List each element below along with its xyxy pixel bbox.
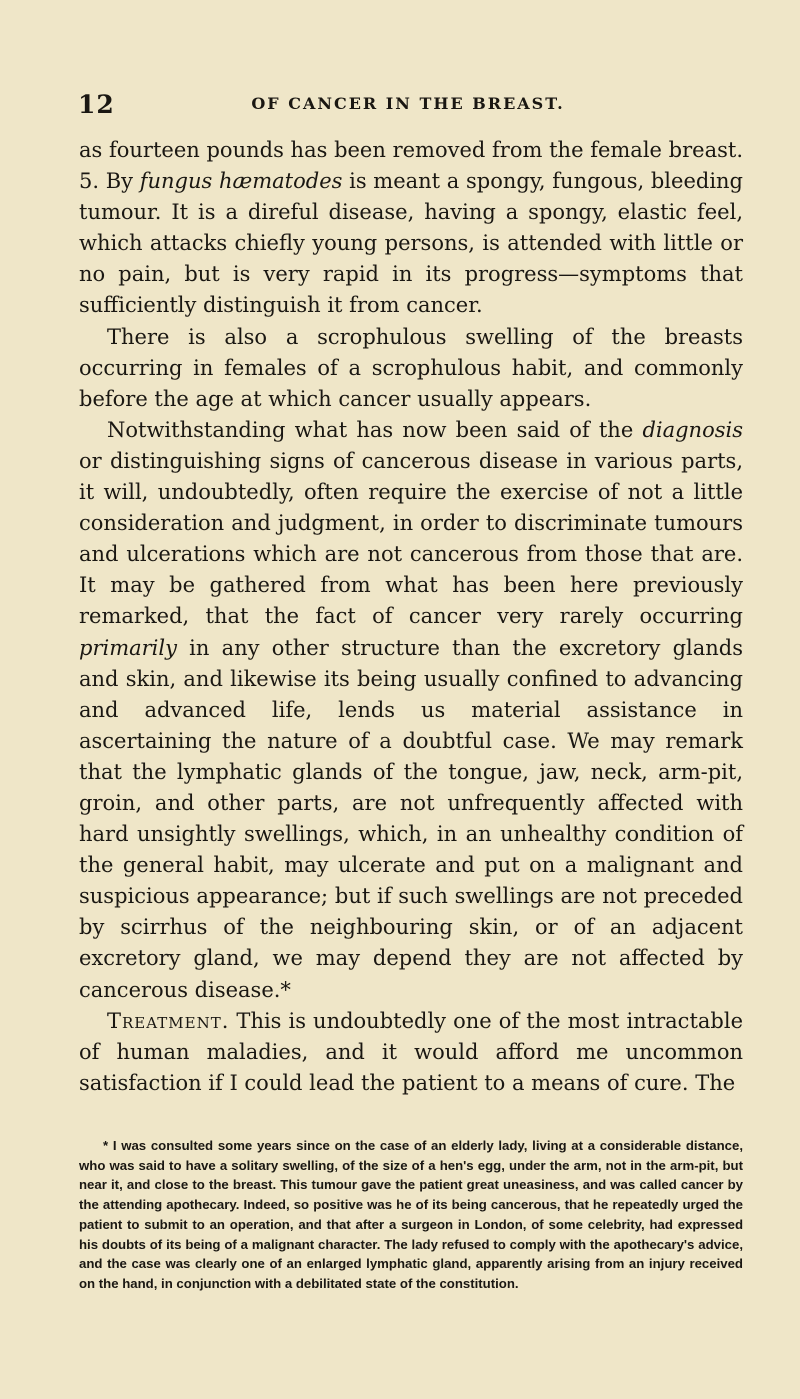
term-fungus-haematodes: fungus hæmatodes bbox=[139, 169, 343, 194]
paragraph-fungus-haematodes: as fourteen pounds has been removed from the female breast. 5. By fungus hæmatodes is meant a spongy, fungous, bleeding tumour. It is a direful disease, having a spongy, elastic feel, which attacks chiefly young persons, is attended with little or no pain, but is very rapid in its progress—symptoms that sufficiently distinguish it from cancer. bbox=[79, 138, 743, 318]
section-heading-treatment: Treatment. bbox=[107, 1008, 230, 1033]
term-diagnosis: diagnosis bbox=[642, 417, 743, 442]
page-number: 12 bbox=[78, 90, 115, 119]
page-header bbox=[78, 90, 738, 122]
running-head: OF CANCER IN THE BREAST. bbox=[251, 94, 565, 113]
term-primarily: primarily bbox=[79, 635, 177, 660]
paragraph-treatment: Treatment. This is undoubtedly one of the most intractable of human maladies, and it would afford me uncommon satisfaction if I could lead the patient to a means of cure. The bbox=[79, 1008, 743, 1095]
paragraph-scrophulous-swelling: There is also a scrophulous swelling of the breasts occurring in females of a scrophulous habit, and commonly before the age at which cancer usually appears. bbox=[79, 324, 743, 411]
footnote: * I was consulted some years since on the case of an elderly lady, living at a considerable distance, who was said to have a solitary swelling, of the size of a hen's egg, under the arm, not in the arm-pit, but near it, and close to the breast. This tumour gave the patient great uneasiness, and was called cancer by the attending apothecary. Indeed, so positive was he of its being cancerous, that he repeatedly urged the patient to submit to an operation, and that after a surgeon in London, of some celebrity, had expressed his doubts of its being of a malignant character. The lady refused to comply with the apothecary's advice, and the case was clearly one of an enlarged lymphatic gland, apparently arising from an injury received on the hand, in conjunction with a debilitated state of the constitution. bbox=[79, 1138, 743, 1291]
body-text bbox=[79, 135, 743, 1099]
paragraph-diagnosis: Notwithstanding what has now been said of the diagnosis or distinguishing signs of cancerous disease in various parts, it will, undoubtedly, often require the exercise of not a little consideration and judgment, in order to discriminate tumours and ulcerations which are not cancerous from those that are. It may be gathered from what has been here previously remarked, that the fact of cancer very rarely occurring primarily in any other structure than the excretory glands and skin, and likewise its being usually confined to advancing and advanced life, lends us material assistance in ascertaining the nature of a doubtful case. We may remark that the lymphatic glands of the tongue, jaw, neck, arm-pit, groin, and other parts, are not unfrequently affected with hard unsightly swellings, which, in an unhealthy condition of the general habit, may ulcerate and put on a malignant and suspicious appearance; but if such swellings are not preceded by scirrhus of the neighbouring skin, or of an adjacent excretory gland, we may depend they are not affected by cancerous disease.* bbox=[79, 417, 743, 1002]
